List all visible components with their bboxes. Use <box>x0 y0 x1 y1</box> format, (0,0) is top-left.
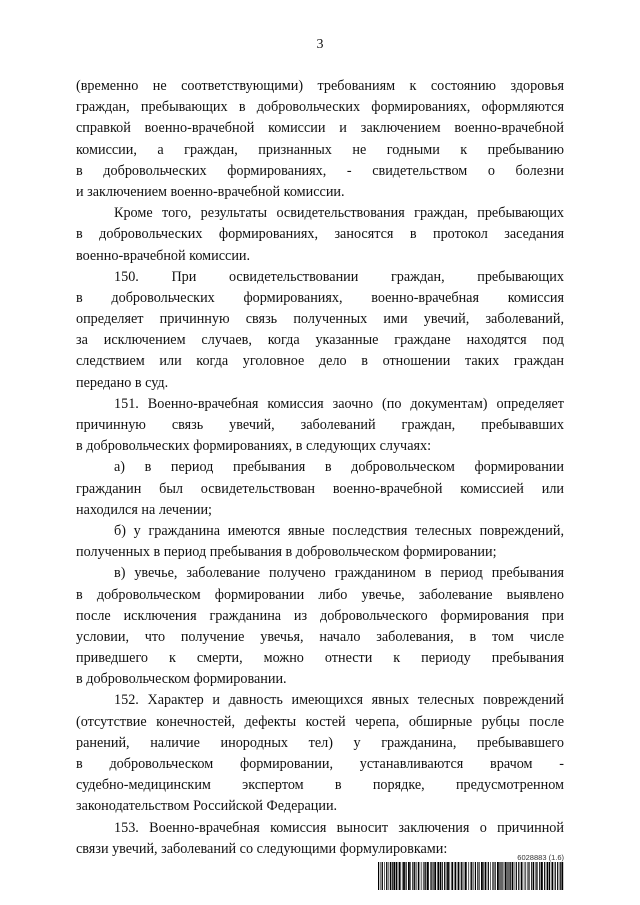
text-line: находился на лечении; <box>76 501 212 518</box>
barcode-bar <box>458 862 460 890</box>
barcode-bar <box>492 862 493 890</box>
text-line: судебно-медицинским экспертом в порядке, предусмотренном <box>76 777 564 794</box>
barcode-bar <box>446 862 447 890</box>
barcode-bar <box>378 862 379 890</box>
text-line: в) увечье, заболевание получено гражданином в период пребывания <box>114 565 564 582</box>
barcode-bar <box>497 862 499 890</box>
barcode-bar <box>505 862 507 890</box>
text-line: (временно не соответствующими) требованиям к состоянию здоровья <box>76 78 564 94</box>
text-line: (отсутствие конечностей, дефекты костей черепа, обширные рубцы после <box>76 713 564 730</box>
text-line: определяет причинную связь полученных ими увечий, заболеваний, <box>76 311 564 328</box>
barcode-bar <box>388 862 389 890</box>
text-line: 150. При освидетельствовании граждан, пребывающих <box>114 268 564 285</box>
barcode-bar <box>434 862 436 890</box>
barcode-bar <box>536 862 537 890</box>
barcode-bar <box>552 862 554 890</box>
barcode-bar <box>433 862 434 890</box>
page-number: 3 <box>316 37 324 52</box>
text-line: справкой военно-врачебной комиссии и заключением военно-врачебной <box>76 120 564 137</box>
barcode-bar <box>527 862 528 890</box>
barcode-bar <box>399 862 401 890</box>
barcode-bar <box>402 862 403 890</box>
barcode-bar <box>514 862 515 890</box>
barcode-bar <box>544 862 545 890</box>
barcode-bar <box>444 862 445 890</box>
text-line: в добровольческом формировании, устанавливаются врачом - <box>76 756 564 772</box>
barcode-bar <box>418 862 419 890</box>
barcode-bar <box>442 862 443 890</box>
barcode-bar <box>473 862 474 890</box>
barcode-bar <box>382 862 383 890</box>
text-line: условии, что получение увечья, начало заболевания, в том числе <box>76 628 564 645</box>
barcode-bar <box>461 862 462 890</box>
barcode-bar <box>468 862 469 890</box>
barcode-bar <box>393 862 395 890</box>
barcode-bar <box>477 862 478 890</box>
barcode-bar <box>390 862 391 890</box>
barcode-bar <box>451 862 453 890</box>
barcode-bar <box>507 862 508 890</box>
barcode-bar <box>555 862 556 890</box>
barcode-bar <box>384 862 385 890</box>
barcode-bar <box>557 862 558 890</box>
text-line: в добровольческих формированиях, в следующих случаях: <box>76 438 432 455</box>
text-line: 152. Характер и давность имеющихся явных телесных повреждений <box>114 692 564 709</box>
barcode-bar <box>396 862 397 890</box>
text-line: в добровольческом формировании либо увечье, заболевание выявлено <box>76 586 564 603</box>
barcode-bar <box>427 862 429 890</box>
document-body <box>76 76 564 860</box>
barcode-bar <box>381 862 382 890</box>
text-line: законодательством Российской Федерации. <box>76 798 338 815</box>
barcode-bar <box>431 862 432 890</box>
text-line: в добровольческих формированиях, военно-врачебная комиссия <box>76 289 564 306</box>
barcode-bar <box>481 862 483 890</box>
barcode-bar <box>430 862 431 890</box>
barcode-bar <box>488 862 489 890</box>
barcode-bar <box>510 862 511 890</box>
barcode-bar <box>483 862 484 890</box>
text-line: после исключения гражданина из добровольческого формирования при <box>76 607 564 624</box>
text-line: приведшего к смерти, можно отнести к периоду пребывания <box>76 650 564 667</box>
text-line: военно-врачебной комиссии. <box>76 247 251 264</box>
text-line: полученных в период пребывания в добровольческом формировании; <box>76 544 497 561</box>
barcode-bar <box>499 862 500 890</box>
barcode-bar <box>410 862 411 890</box>
text-line: в добровольческих формированиях, - свидетельством о болезни <box>76 162 564 179</box>
barcode-bar <box>547 862 549 890</box>
text-line: ранений, наличие инородных тел) у гражданина, пребывавшего <box>76 734 564 751</box>
barcode-bar <box>512 862 513 890</box>
barcode-bar <box>420 862 421 890</box>
barcode-bar <box>392 862 393 890</box>
text-line: причинную связь увечий, заболеваний граждан, пребывавших <box>76 417 564 433</box>
barcode-bar <box>406 862 407 890</box>
barcode-bar <box>490 862 491 890</box>
barcode-bar <box>508 862 509 890</box>
document-code: 6028883 (1.6) <box>517 853 564 862</box>
barcode-bar <box>403 862 405 890</box>
barcode-bar <box>560 862 561 890</box>
barcode-bar <box>437 862 439 890</box>
text-line: граждан, пребывающих в добровольческих формированиях, оформляются <box>76 99 564 116</box>
barcode-bar <box>529 862 530 890</box>
barcode-bar <box>398 862 399 890</box>
barcode-bar <box>525 862 526 890</box>
text-line: гражданин был освидетельствован военно-врачебной комиссией или <box>76 480 564 497</box>
text-line: и заключением военно-врачебной комиссии. <box>76 183 345 200</box>
barcode-bar <box>531 862 532 890</box>
barcode-bar <box>422 862 423 890</box>
barcode-bar <box>447 862 449 890</box>
barcode-bar <box>423 862 424 890</box>
text-line: б) у гражданина имеются явные последствия телесных повреждений, <box>114 522 564 539</box>
barcode-bar <box>516 862 517 890</box>
barcode-bar <box>450 862 451 890</box>
barcode-bar <box>541 862 543 890</box>
barcode-bar <box>455 862 457 890</box>
barcode-bar <box>549 862 550 890</box>
barcode-bar <box>504 862 505 890</box>
barcode-bar <box>470 862 471 890</box>
text-line: 151. Военно-врачебная комиссия заочно (по документам) определяет <box>114 395 564 412</box>
barcode-bar <box>471 862 472 890</box>
barcode-bar <box>414 862 415 890</box>
barcode-bar <box>485 862 487 890</box>
barcode <box>378 862 564 890</box>
barcode-bar <box>464 862 465 890</box>
barcode-bar <box>521 862 523 890</box>
barcode-bar <box>561 862 563 890</box>
text-line: следствием или когда уголовное дело в отношении таких граждан <box>76 353 564 370</box>
text-line: комиссии, а граждан, признанных не годными к пребыванию <box>76 141 564 158</box>
barcode-bar <box>479 862 480 890</box>
barcode-bar <box>412 862 413 890</box>
text-line: а) в период пребывания в добровольческом формировании <box>114 459 564 476</box>
text-line: в добровольческом формировании. <box>76 671 287 688</box>
barcode-bar <box>440 862 441 890</box>
barcode-bar <box>518 862 519 890</box>
barcode-bar <box>493 862 494 890</box>
barcode-bar <box>537 862 538 890</box>
text-line: связи увечий, заболеваний со следующими формулировками: <box>76 840 448 857</box>
barcode-bar <box>495 862 496 890</box>
text-line: Кроме того, результаты освидетельствования граждан, пребывающих <box>114 205 564 222</box>
text-line: в добровольческих формированиях, заносятся в протокол заседания <box>76 226 564 243</box>
barcode-bar <box>465 862 467 890</box>
barcode-bar <box>528 862 529 890</box>
barcode-bar <box>416 862 417 890</box>
barcode-bar <box>475 862 476 890</box>
barcode-bar <box>502 862 503 890</box>
text-line: за исключением случаев, когда указанные граждане находятся под <box>76 332 564 349</box>
barcode-bar <box>501 862 502 890</box>
barcode-bar <box>533 862 534 890</box>
barcode-bar <box>425 862 426 890</box>
text-line: 153. Военно-врачебная комиссия выносит заключения о причинной <box>114 819 564 836</box>
barcode-bar <box>463 862 464 890</box>
barcode-bar <box>539 862 540 890</box>
text-line: передано в суд. <box>76 374 169 391</box>
barcode-bar <box>386 862 387 890</box>
barcode-bar <box>524 862 525 890</box>
barcode-bar <box>408 862 410 890</box>
